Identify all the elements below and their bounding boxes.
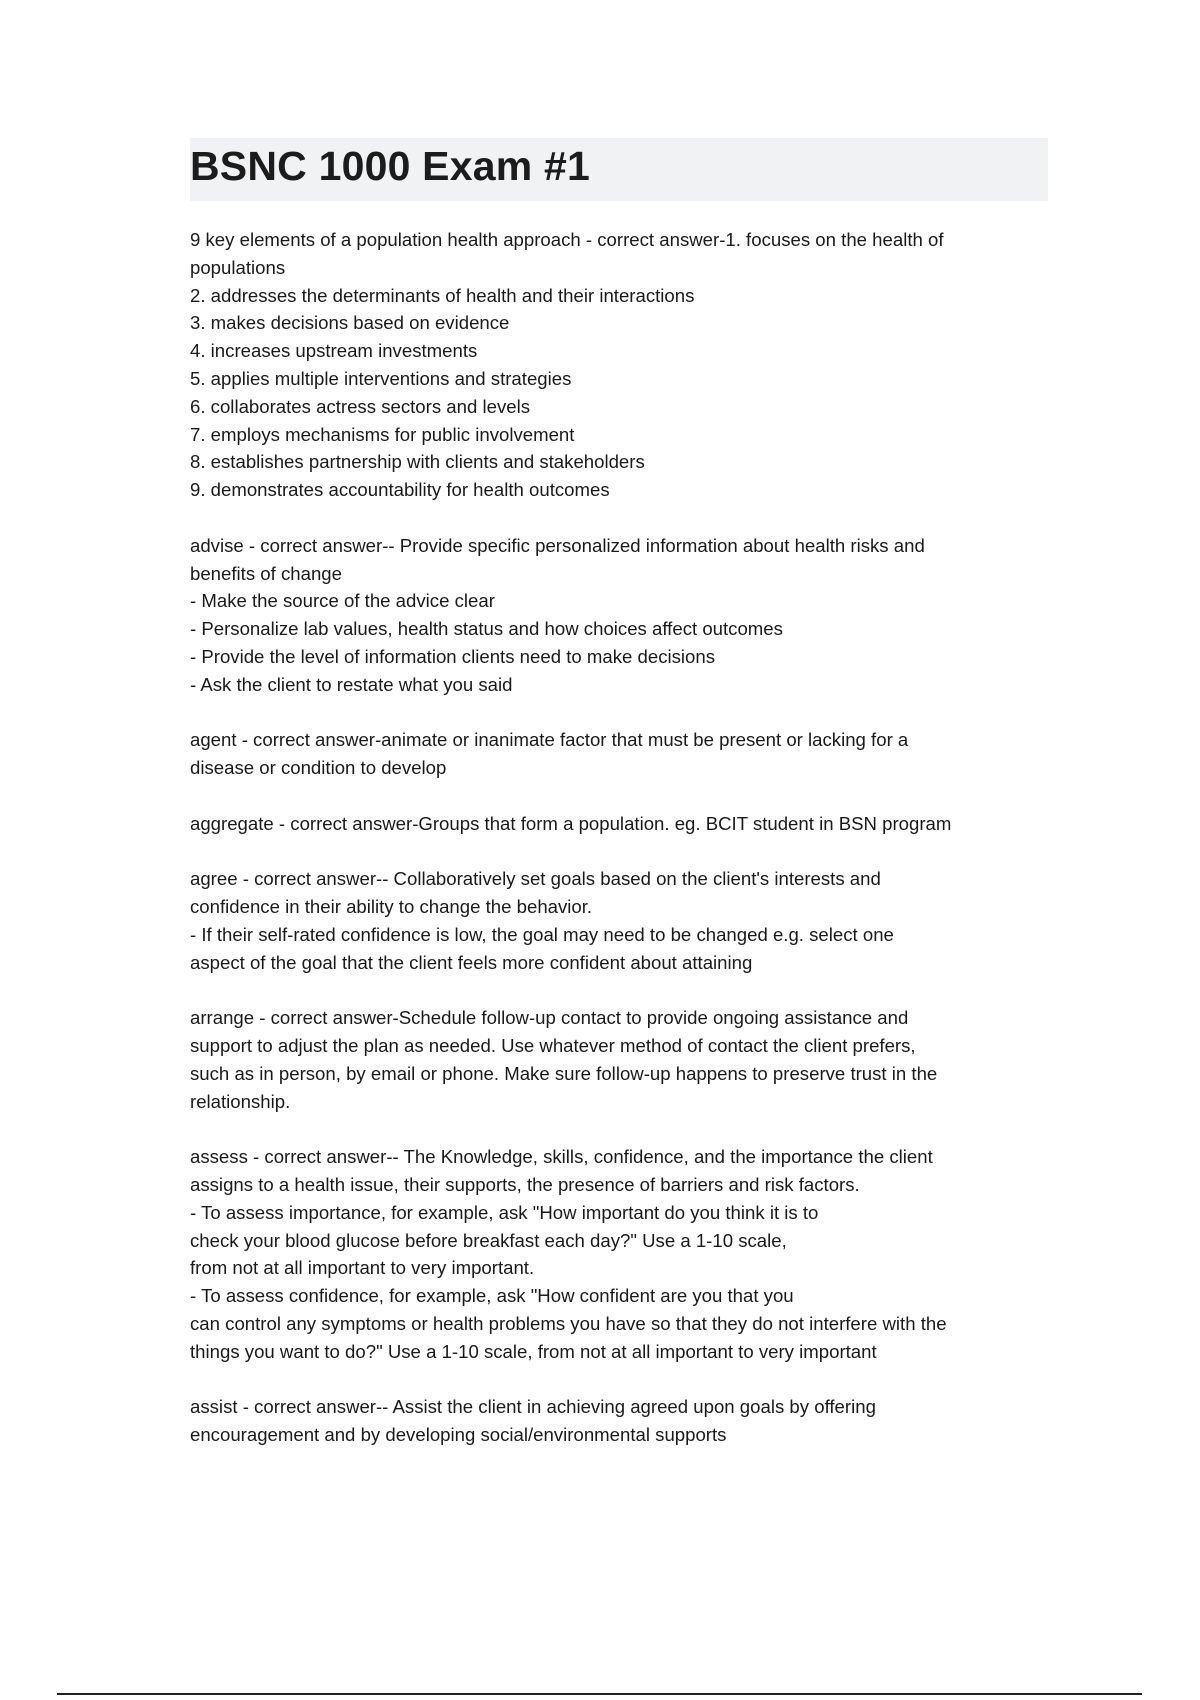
entry-text-line: agree - correct answer-- Collaboratively set goals based on the client's interests and: [190, 868, 881, 890]
flashcard-entry: [190, 226, 1052, 504]
entry-text-line: 3. makes decisions based on evidence: [190, 312, 510, 334]
entry-text-line: - To assess importance, for example, ask "How important do you think it is to: [190, 1201, 819, 1223]
flashcard-entry: [190, 726, 1052, 782]
entry-text-line: - Make the source of the advice clear: [190, 590, 495, 612]
entry-text-line: aggregate - correct answer-Groups that form a population. eg. BCIT student in BSN program: [190, 812, 952, 834]
entry-text-line: 6. collaborates actress sectors and levels: [190, 395, 531, 417]
entry-text-line: - Provide the level of information clients need to make decisions: [190, 645, 716, 667]
entry-text-line: 9. demonstrates accountability for health outcomes: [190, 479, 610, 501]
flashcard-entry: [190, 1393, 1052, 1449]
entry-text-line: encouragement and by developing social/environmental supports: [190, 1424, 727, 1446]
entry-text-line: populations: [190, 256, 286, 278]
entry-text-line: relationship.: [190, 1090, 291, 1112]
flashcard-entry: [190, 1004, 1052, 1115]
entry-text-line: arrange - correct answer-Schedule follow-up contact to provide ongoing assistance and: [190, 1007, 909, 1029]
entry-text-line: check your blood glucose before breakfast each day?" Use a 1-10 scale,: [190, 1229, 787, 1251]
entry-text-line: support to adjust the plan as needed. Use whatever method of contact the client prefers,: [190, 1035, 916, 1057]
entry-text-line: disease or condition to develop: [190, 757, 447, 779]
entry-text-line: 8. establishes partnership with clients and stakeholders: [190, 451, 645, 473]
flashcard-entry: [190, 1143, 1052, 1365]
entry-text-line: things you want to do?" Use a 1-10 scale, from not at all important to very important: [190, 1340, 877, 1362]
entry-text-line: benefits of change: [190, 562, 342, 584]
entry-text-line: 2. addresses the determinants of health and their interactions: [190, 284, 695, 306]
entry-text-line: 4. increases upstream investments: [190, 340, 478, 362]
entry-text-line: - If their self-rated confidence is low, the goal may need to be changed e.g. select one: [190, 923, 894, 945]
flashcard-entry: [190, 532, 1052, 699]
page-title: BSNC 1000 Exam #1: [190, 143, 590, 189]
entry-text-line: assist - correct answer-- Assist the client in achieving agreed upon goals by offering: [190, 1396, 876, 1418]
entry-text-line: aspect of the goal that the client feels more confident about attaining: [190, 951, 753, 973]
entry-text-line: can control any symptoms or health problems you have so that they do not interfere with the: [190, 1313, 947, 1335]
flashcard-entry: [190, 865, 1052, 976]
entry-text-line: assigns to a health issue, their supports, the presence of barriers and risk factors.: [190, 1174, 860, 1196]
entry-text-line: - To assess confidence, for example, ask "How confident are you that you: [190, 1285, 794, 1307]
entry-text-line: from not at all important to very important.: [190, 1257, 535, 1279]
entry-text-line: 5. applies multiple interventions and strategies: [190, 367, 572, 389]
footer-divider: [57, 1693, 1142, 1695]
flashcard-entry: [190, 810, 1052, 838]
entry-text-line: 7. employs mechanisms for public involvement: [190, 423, 575, 445]
flashcard-list: [190, 226, 1052, 1477]
entry-text-line: - Ask the client to restate what you said: [190, 673, 513, 695]
entry-text-line: - Personalize lab values, health status and how choices affect outcomes: [190, 618, 783, 640]
entry-text-line: agent - correct answer-animate or inanimate factor that must be present or lacking for a: [190, 729, 909, 751]
entry-text-line: confidence in their ability to change the behavior.: [190, 896, 593, 918]
entry-text-line: 9 key elements of a population health approach - correct answer-1. focuses on the health of: [190, 229, 944, 250]
entry-text-line: such as in person, by email or phone. Make sure follow-up happens to preserve trust in the: [190, 1062, 938, 1084]
entry-text-line: assess - correct answer-- The Knowledge, skills, confidence, and the importance the client: [190, 1146, 933, 1168]
entry-text-line: advise - correct answer-- Provide specific personalized information about health risks and: [190, 534, 925, 556]
